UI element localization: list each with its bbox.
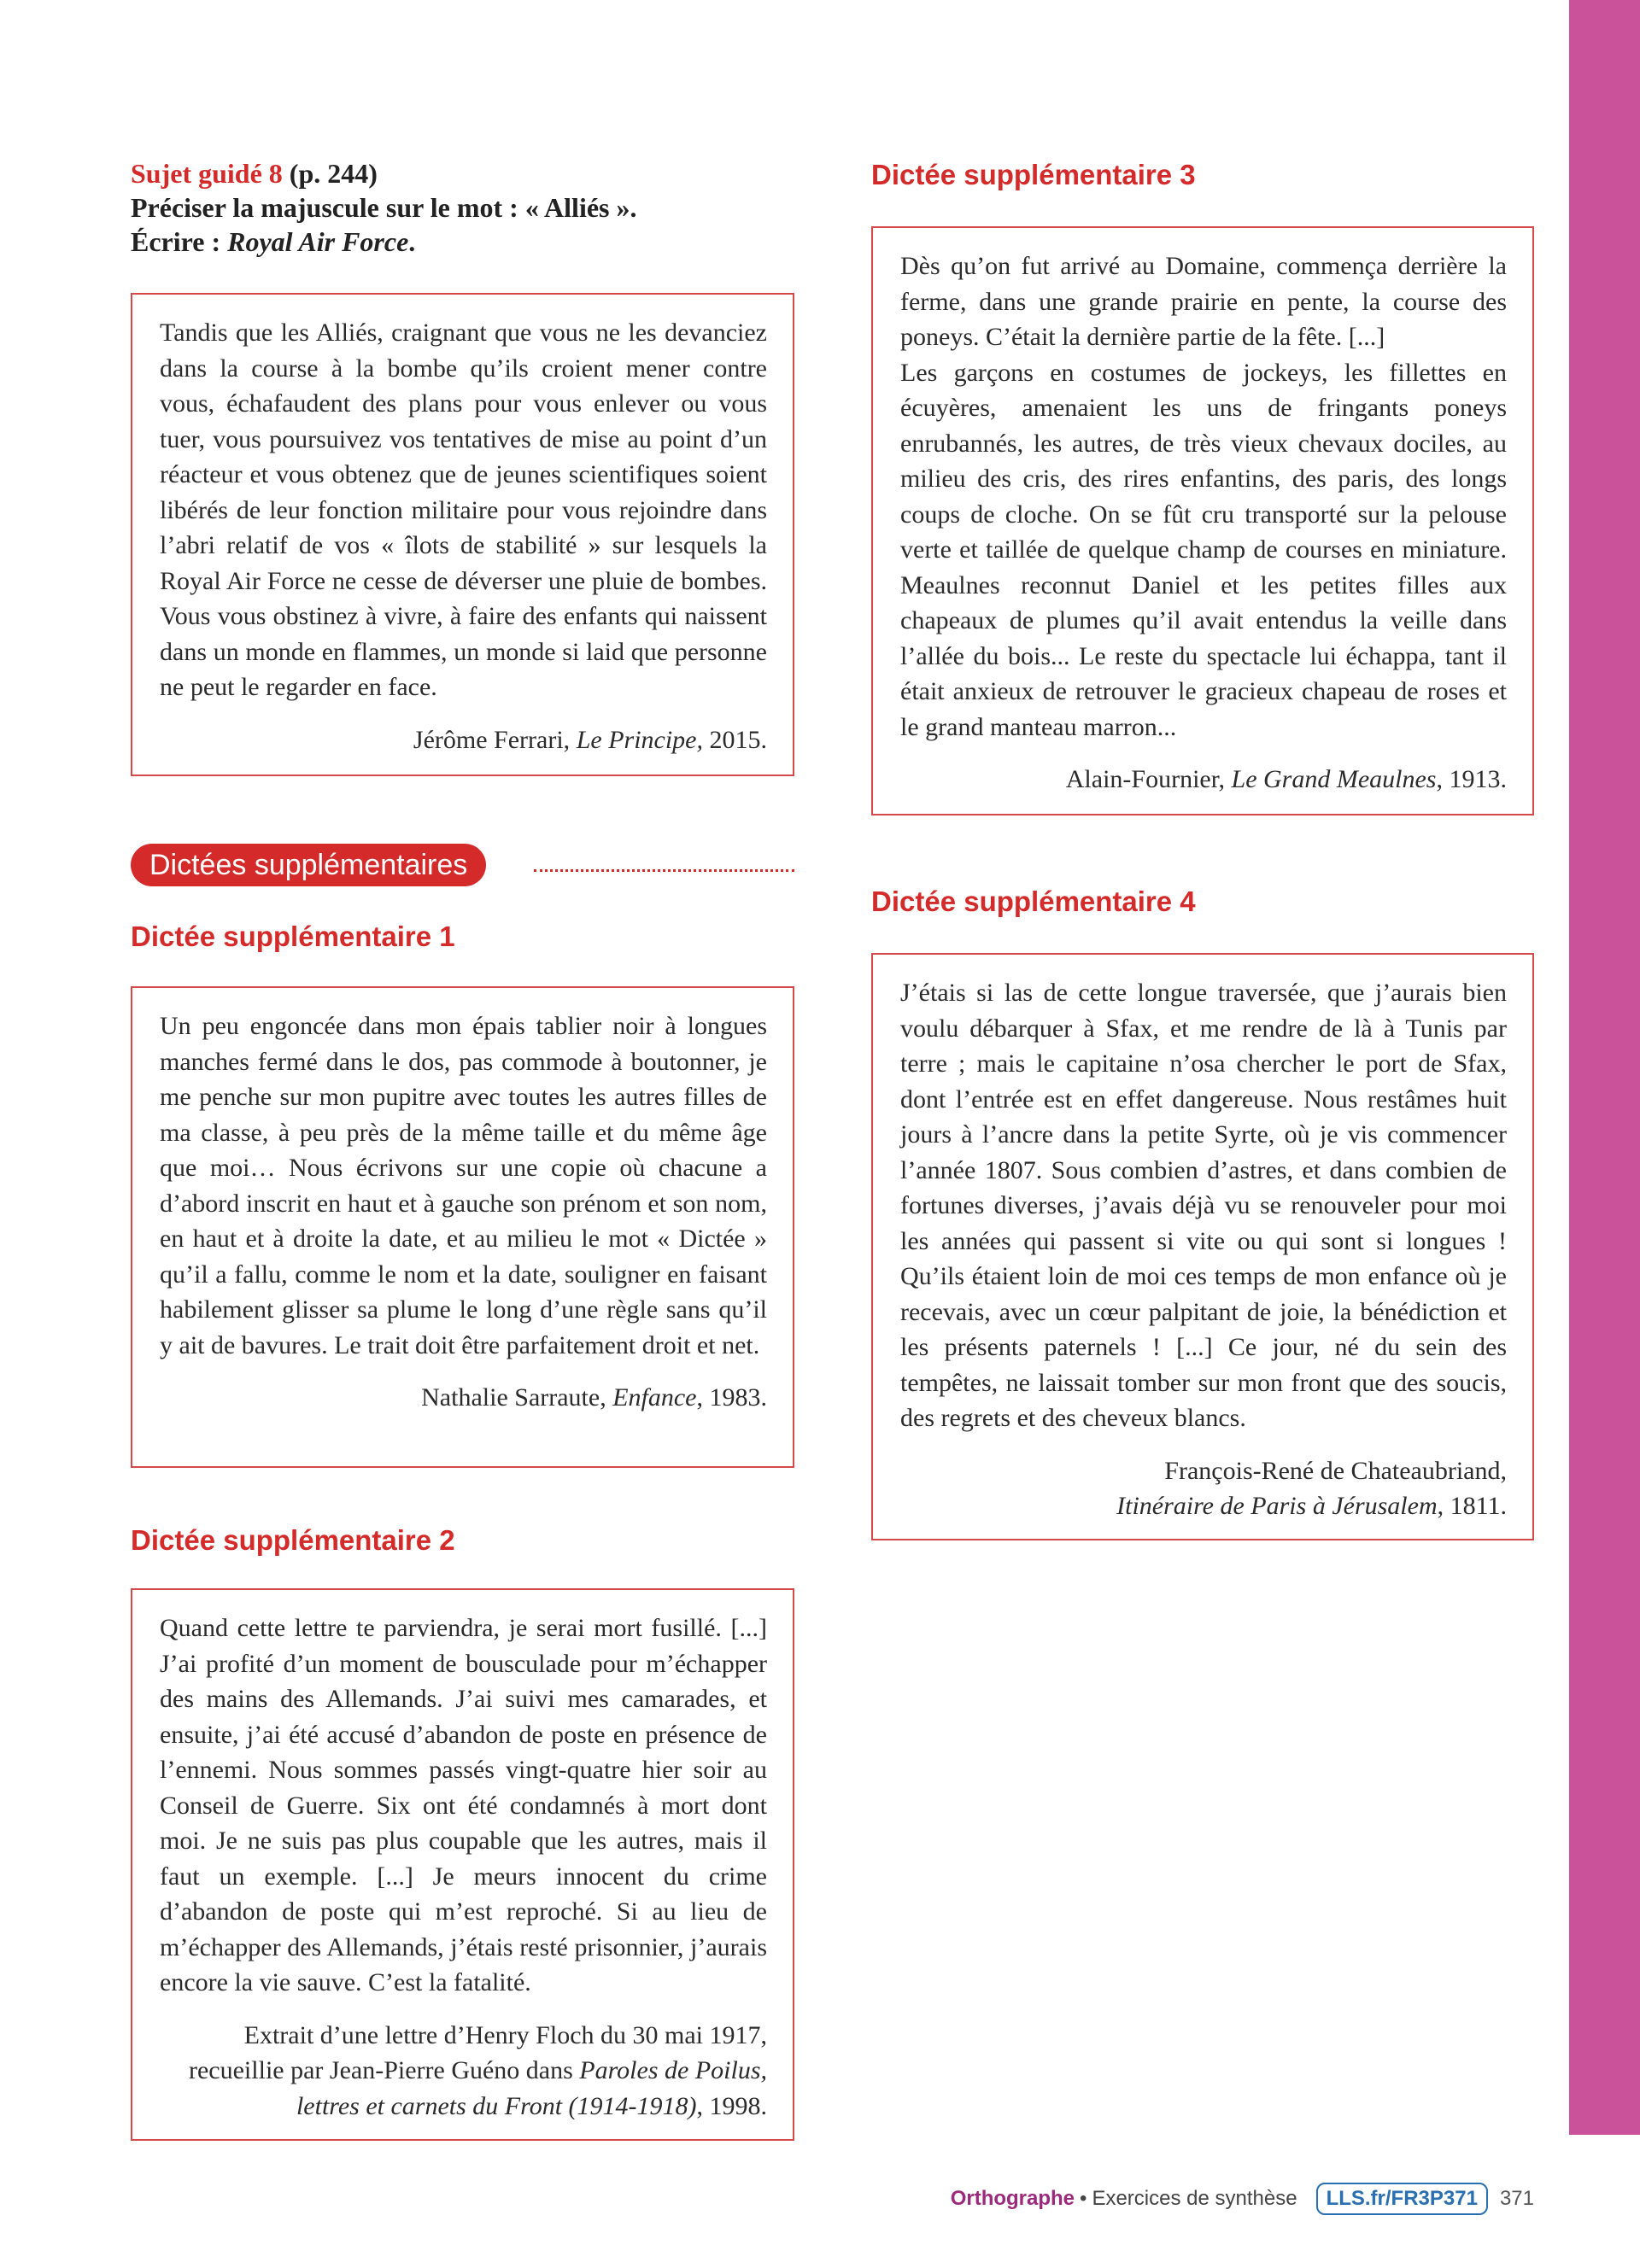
dictee-3-body-p1: Dès qu’on fut arrivé au Domaine, commença derrière la ferme, dans une grande prairie en pente, la course des poneys. C’était la dernière partie de la fête. [...] xyxy=(900,252,1507,351)
footer-link[interactable]: LLS.fr/FR3P371 xyxy=(1316,2183,1488,2215)
footer-subsection: Exercices de synthèse xyxy=(1092,2187,1297,2210)
sujet-text-body: Tandis que les Alliés, craignant que vous ne les devanciez dans la course à la bombe qu’ils croient mener contre vous, échafaudent des plans pour vous enlever ou vous tuer, vous poursuivez vos tentatives de mise au point d’un réacteur et vous obtenez que de jeunes scientifiques soient libérés de leur fonction militaire pour vous rejoindre dans l’abri relatif de vos « îlots de stabilité » sur lesquels la Royal Air Force ne cesse de déverser une pluie de bombes. Vous vous obstinez à vivre, à faire des enfants qui naissent dans un monde en flammes, un monde si laid que personne ne peut le regarder en face. xyxy=(160,319,767,701)
sujet-text-source xyxy=(160,722,767,758)
sujet-instructions xyxy=(131,156,636,259)
dictee-1-title: Dictée supplémentaire 1 xyxy=(131,921,455,952)
source-work-2: lettres et carnets du Front (1914-1918) xyxy=(296,2091,697,2120)
dictee-2-box xyxy=(131,1588,794,2141)
sujet-instruction-2-prefix: Écrire : xyxy=(131,226,228,257)
dictee-1-source xyxy=(160,1380,767,1416)
source-author: Nathalie Sarraute, xyxy=(421,1383,613,1412)
source-work-1: Paroles de Poilus, xyxy=(579,2056,767,2084)
dictee-1-box xyxy=(131,986,794,1468)
dictee-4-source xyxy=(900,1453,1507,1524)
page-number: 371 xyxy=(1499,2187,1534,2210)
dictee-4-body: J’étais si las de cette longue traversée, que j’aurais bien voulu débarquer à Sfax, et me rendre de là à Tunis par terre ; mais le capitaine n’osa chercher le port de Sfax, dont l’entrée est en effet dangereuse. Nous restâmes huit jours à l’ancre dans la petite Syrte, où je vis commencer l’année 1807. Sous combien d’astres, et dans combien de fortunes diverses, j’avais déjà vu se renouveler pour moi les années qui passent si vite ou qui sont si longues ! Qu’ils étaient loin de moi ces temps de mon enfance où je recevais, avec un cœur palpitant de joie, la bénédiction et les présents paternels ! [...] Ce jour, né du sein des tempêtes, ne laissait tomber sur mon front que des soucis, des regrets et des cheveux blancs. xyxy=(900,979,1507,1432)
section-pill: Dictées supplémentaires xyxy=(131,844,486,886)
dictee-2-body: Quand cette lettre te parviendra, je serai mort fusillé. [...] J’ai profité d’un moment de bousculade pour m’échapper des mains des Allemands. J’ai suivi mes camarades, et ensuite, j’ai été accusé d’abandon de poste en présence de l’ennemi. Nous sommes passés vingt-quatre hier soir au Conseil de Guerre. Six ont été condamnés à mort dont moi. Je ne suis pas plus coupable que les autres, mais il faut un exemple. [...] Je meurs innocent du crime d’abandon de poste qui m’est reproché. Si au lieu de m’échapper des Allemands, j’étais resté prisonnier, j’aurais encore la vie sauve. C’est la fatalité. xyxy=(160,1614,767,1996)
sujet-instruction-1: Préciser la majuscule sur le mot : « Alliés ». xyxy=(131,192,637,223)
source-year: , 1811. xyxy=(1437,1492,1507,1520)
source-author: Jérôme Ferrari, xyxy=(413,725,577,754)
dictee-2-source xyxy=(160,2018,767,2125)
source-author: François-René de Chateaubriand, xyxy=(1164,1456,1507,1485)
dictee-4-title: Dictée supplémentaire 4 xyxy=(871,886,1196,917)
dictee-3-title: Dictée supplémentaire 3 xyxy=(871,159,1196,190)
side-color-bar xyxy=(1569,0,1640,2135)
sujet-page-ref: (p. 244) xyxy=(282,158,378,189)
dictee-4-box xyxy=(871,953,1534,1540)
sujet-instruction-2-suffix: . xyxy=(408,226,416,257)
source-year: , 1913. xyxy=(1436,765,1507,793)
source-year: , 1983. xyxy=(696,1383,767,1412)
footer-separator: • xyxy=(1080,2187,1087,2210)
section-dotted-rule xyxy=(534,869,794,872)
source-line-2-prefix: recueillie par Jean-Pierre Guéno dans xyxy=(189,2056,580,2084)
source-line-1: Extrait d’une lettre d’Henry Floch du 30 mai 1917, xyxy=(243,2020,767,2049)
dictee-3-body-p2: Les garçons en costumes de jockeys, les fillettes en écuyères, amenaient les uns de fringants poneys enrubannés, les autres, de très vieux chevaux dociles, au milieu des cris, des rires enfantins, des paris, des longs coups de cloche. On se fût cru transporté sur la pelouse verte et taillée de quelque champ de courses en miniature. Meaulnes reconnut Daniel et les petites filles aux chapeaux de plumes qu’il avait entendus la veille dans l’allée du bois... Le reste du spectacle lui échappa, tant il était anxieux de retrouver le gracieux chapeau de roses et le grand manteau marron... xyxy=(900,358,1507,741)
sujet-instruction-2-em: Royal Air Force xyxy=(227,226,409,257)
sujet-label: Sujet guidé 8 xyxy=(131,158,283,189)
source-work: Itinéraire de Paris à Jérusalem xyxy=(1116,1492,1438,1520)
source-year: , 1998. xyxy=(696,2091,767,2120)
section-header xyxy=(131,844,794,888)
source-author: Alain-Fournier, xyxy=(1065,765,1232,793)
dictee-2-title: Dictée supplémentaire 2 xyxy=(131,1524,455,1556)
page-footer xyxy=(951,2180,1534,2218)
dictee-1-body: Un peu engoncée dans mon épais tablier noir à longues manches fermé dans le dos, pas commode à boutonner, je me penche sur mon pupitre avec toutes les autres filles de ma classe, à peu près de la même taille et du même âge que moi… Nous écrivons sur une copie où chacune a d’abord inscrit en haut et à gauche son prénom et son nom, en haut et à droite la date, et au milieu le mot « Dictée » qu’il a fallu, comme le nom et la date, souligner en faisant habilement glisser sa plume le long d’une règle sans qu’il y ait de bavures. Le trait doit être parfaitement droit et net. xyxy=(160,1012,767,1359)
dictee-3-source xyxy=(900,762,1507,798)
sujet-text-box xyxy=(131,293,794,776)
source-work: Enfance xyxy=(612,1383,697,1412)
source-year: 2015. xyxy=(703,725,767,754)
dictee-3-box xyxy=(871,226,1534,815)
source-work: Le Principe, xyxy=(576,725,703,754)
source-work: Le Grand Meaulnes xyxy=(1231,765,1437,793)
footer-section: Orthographe xyxy=(950,2187,1075,2210)
